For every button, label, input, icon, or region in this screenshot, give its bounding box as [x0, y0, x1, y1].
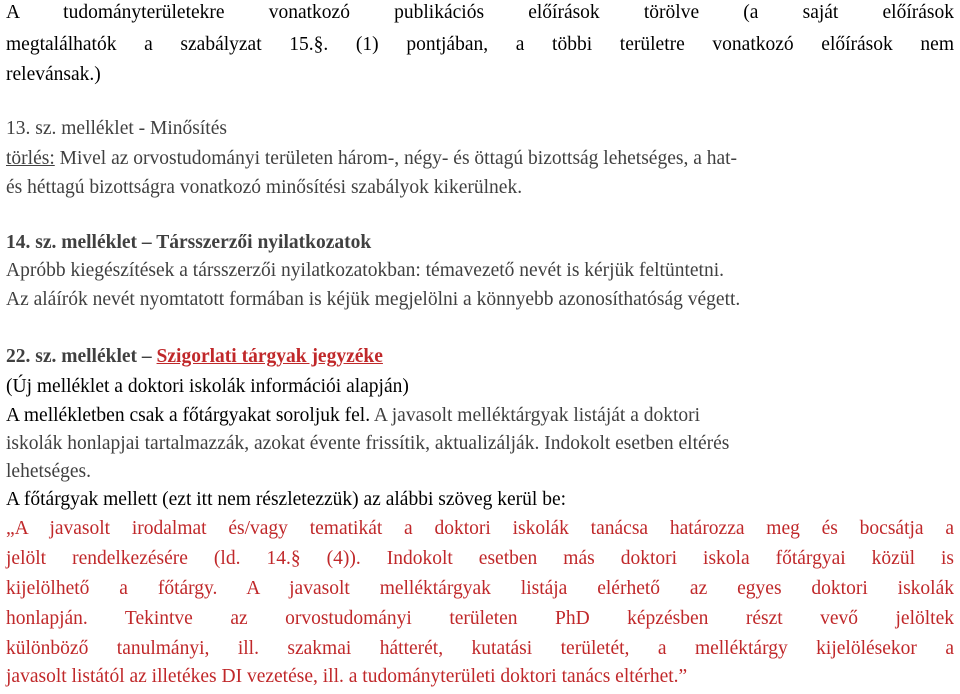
- paragraph-line-3: relevánsak.): [6, 64, 101, 85]
- quote-line-6: javasolt listától az illetékes DI vezetése, ill. a tudományterületi doktori tanács eltérhet.”: [6, 666, 688, 687]
- annex-13-line-1: [6, 146, 954, 172]
- annex-22-text-b: A javasolt melléktárgyak listáját a doktori: [370, 405, 701, 426]
- annex-22-text-a: A mellékletben csak a főtárgyakat soroljuk fel.: [6, 405, 371, 426]
- annex-13-text: Mivel az orvostudományi területen három-, négy- és öttagú bizottság lehetséges, a hat-: [54, 148, 738, 169]
- quote-line-4: honlapján. Tekintve az orvostudományi területen PhD képzésben részt vevő jelöltek: [6, 608, 954, 629]
- quote-line-1: „A javasolt irodalmat és/vagy tematikát a doktori iskolák tanácsa határozza meg és bocsátja a: [6, 518, 954, 539]
- annex-14-line-2: Az aláírók nevét nyomtatott formában is kéjük megjelölni a könnyebb azonosíthatóság végett.: [6, 289, 741, 310]
- annex-22-line-2: [6, 403, 954, 429]
- heading-annex-22: [6, 344, 954, 370]
- annex-22-prefix: 22. sz. melléklet –: [6, 346, 157, 367]
- quote-line-3: kijelölhető a főtárgy. A javasolt melléktárgyak listája elérhető az egyes doktori iskolák: [6, 578, 954, 599]
- deletion-label: törlés:: [6, 148, 55, 169]
- quote-line-5: különböző tanulmányi, ill. szakmai hátterét, kutatási területét, a melléktárgy kijelölésekor a: [6, 638, 954, 659]
- annex-22-line-3: iskolák honlapjai tartalmazzák, azokat évente frissítik, aktualizálják. Indokolt esetben eltérés: [6, 433, 730, 454]
- annex-22-line-4: lehetséges.: [6, 461, 92, 482]
- annex-14-line-1: Apróbb kiegészítések a társszerzői nyilatkozatokban: témavezető nevét is kérjük feltüntetni.: [6, 260, 724, 281]
- heading-annex-14: 14. sz. melléklet – Társszerzői nyilatkozatok: [6, 232, 372, 253]
- paragraph-line-2: megtalálhatók a szabályzat 15.§. (1) pontjában, a többi területre vonatkozó előírások nem: [6, 34, 954, 55]
- annex-22-title: Szigorlati tárgyak jegyzéke: [156, 346, 383, 367]
- annex-13-line-2: és héttagú bizottságra vonatkozó minősítési szabályok kikerülnek.: [6, 177, 523, 198]
- quote-line-2: jelölt rendelkezésére (ld. 14.§ (4)). Indokolt esetben más doktori iskola főtárgyai közül is: [6, 548, 954, 569]
- heading-annex-13: 13. sz. melléklet - Minősítés: [6, 118, 227, 139]
- paragraph-line-1: A tudományterületekre vonatkozó publikációs előírások törölve (a saját előírások: [6, 2, 954, 23]
- annex-22-line-5: A főtárgyak mellett (ezt itt nem részletezzük) az alábbi szöveg kerül be:: [6, 489, 567, 510]
- annex-22-line-1: (Új melléklet a doktori iskolák információi alapján): [6, 376, 409, 397]
